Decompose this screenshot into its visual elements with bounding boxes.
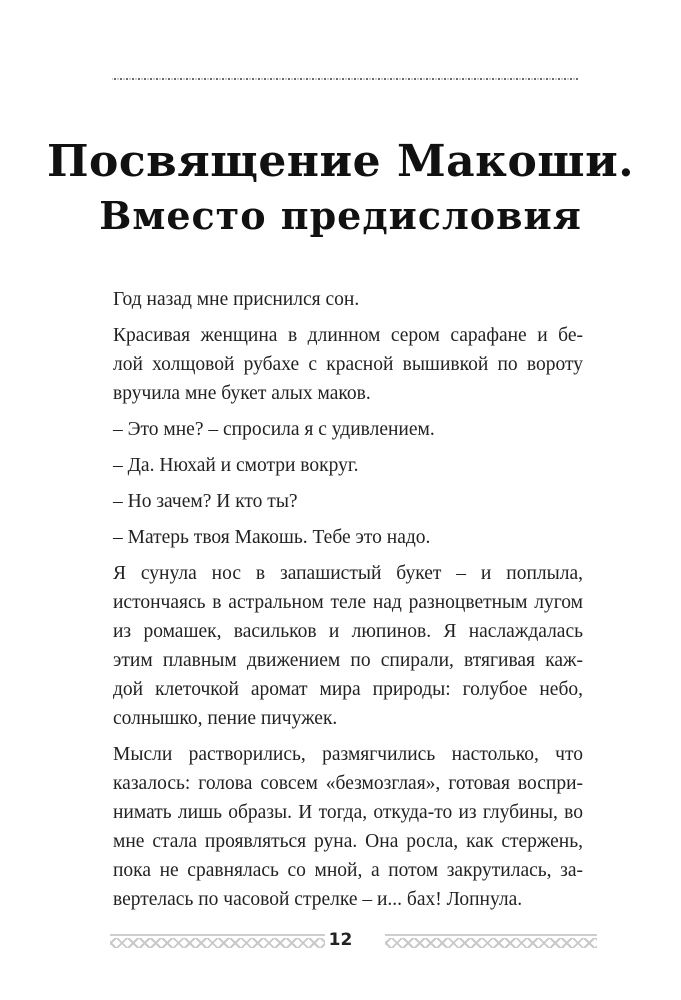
paragraph-8	[113, 740, 583, 914]
chapter-title	[0, 135, 681, 241]
paragraph-7	[113, 559, 583, 733]
chapter-title-line-1: Посвящение Макоши.	[46, 136, 635, 187]
text-line: – Это мне? – спросила я с удивлением.	[113, 419, 435, 440]
text-line: истончаясь в астральном теле над разноцветным лугом	[113, 592, 583, 613]
chapter-title-line-2: Вместо предисловия	[99, 193, 582, 238]
text-line: – Да. Нюхай и смотри вокруг.	[113, 455, 359, 476]
text-line: Мысли растворились, размягчились настолько, что	[113, 744, 583, 765]
footer-ornament-right	[385, 934, 597, 948]
text-line: лой холщовой рубахе с красной вышивкой по вороту	[113, 354, 583, 375]
text-line: Я сунула нос в запашистый букет – и поплыла,	[113, 563, 583, 584]
header-dotted-rule	[112, 77, 578, 81]
paragraph-5	[113, 487, 583, 516]
paragraph-3	[113, 415, 583, 444]
text-line: нимать лишь образы. И тогда, откуда-то из глубины, во	[113, 802, 583, 823]
text-line: мне стала проявляться руна. Она росла, как стержень,	[113, 831, 583, 852]
paragraph-6	[113, 523, 583, 552]
paragraph-4	[113, 451, 583, 480]
page-footer	[0, 925, 681, 955]
page-number: 12	[328, 930, 353, 950]
text-line: – Матерь твоя Макошь. Тебе это надо.	[113, 527, 431, 548]
paragraph-2	[113, 321, 583, 408]
text-line: дой клеточкой аромат мира природы: голубое небо,	[113, 679, 583, 700]
paragraph-1	[113, 285, 583, 314]
text-line: этим плавным движением по спирали, втягивая каж-	[113, 650, 583, 671]
text-line: Год назад мне приснился сон.	[113, 289, 360, 310]
body-text	[113, 285, 583, 921]
text-line: солнышко, пение пичужек.	[113, 708, 338, 729]
text-line: вручила мне букет алых маков.	[113, 383, 371, 404]
text-line: – Но зачем? И кто ты?	[113, 491, 298, 512]
text-line: пока не сравнялась со мной, а потом закрутилась, за-	[113, 860, 583, 881]
text-line: казалось: голова совсем «безмозглая», готовая воспри-	[113, 773, 583, 794]
text-line: из ромашек, васильков и люпинов. Я наслаждалась	[113, 621, 583, 642]
text-line: вертелась по часовой стрелке – и... бах! Лопнула.	[113, 889, 523, 910]
text-line: Красивая женщина в длинном сером сарафане и бе-	[113, 325, 583, 346]
